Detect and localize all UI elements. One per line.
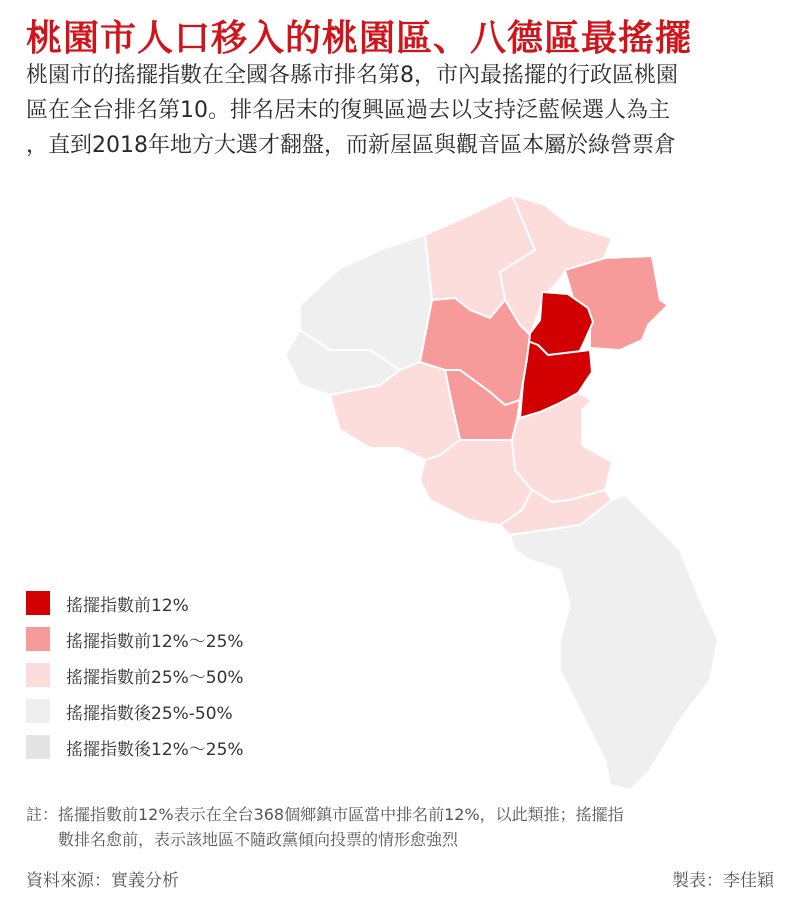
footnote-line: 數排名愈前，表示該地區不隨政黨傾向投票的情形愈強烈 bbox=[26, 830, 459, 849]
legend-label: 搖擺指數後25%-50% bbox=[66, 703, 233, 724]
legend-swatch bbox=[26, 663, 50, 687]
legend-item-bottom25-50 bbox=[26, 698, 233, 724]
subtitle-line: ，直到2018年地方大選才翻盤，而新屋區與觀音區本屬於綠營票倉 bbox=[26, 133, 676, 158]
legend-label: 搖擺指數前12%～25% bbox=[66, 631, 244, 652]
legend-label: 搖擺指數前12% bbox=[66, 595, 189, 616]
legend-item-12-25 bbox=[26, 626, 244, 652]
data-source: 資料來源：實義分析 bbox=[26, 871, 179, 891]
legend-label: 搖擺指數後12%～25% bbox=[66, 739, 244, 760]
legend-item-bottom12-25 bbox=[26, 734, 244, 760]
footnote bbox=[26, 802, 776, 852]
subtitle-line: 桃園市的搖擺指數在全國各縣市排名第8，市內最搖擺的行政區桃園 bbox=[26, 63, 678, 88]
legend-label: 搖擺指數前25%～50% bbox=[66, 667, 244, 688]
legend-item-top12 bbox=[26, 590, 189, 616]
district-fuxing[interactable] bbox=[510, 495, 718, 790]
subtitle-line: 區在全台排名第10。排名居末的復興區過去以支持泛藍候選人為主 bbox=[26, 98, 670, 123]
legend-swatch bbox=[26, 591, 50, 615]
legend-swatch bbox=[26, 699, 50, 723]
legend-item-25-50 bbox=[26, 662, 244, 688]
legend-swatch bbox=[26, 735, 50, 759]
footnote-line: 註：搖擺指數前12%表示在全台368個鄉鎮市區當中排名前12%，以此類推；搖擺指 bbox=[26, 805, 624, 824]
legend-swatch bbox=[26, 627, 50, 651]
page-title: 桃園市人口移入的桃園區、八德區最搖擺 bbox=[26, 18, 693, 59]
chart-credit: 製表：李佳穎 bbox=[672, 871, 774, 891]
